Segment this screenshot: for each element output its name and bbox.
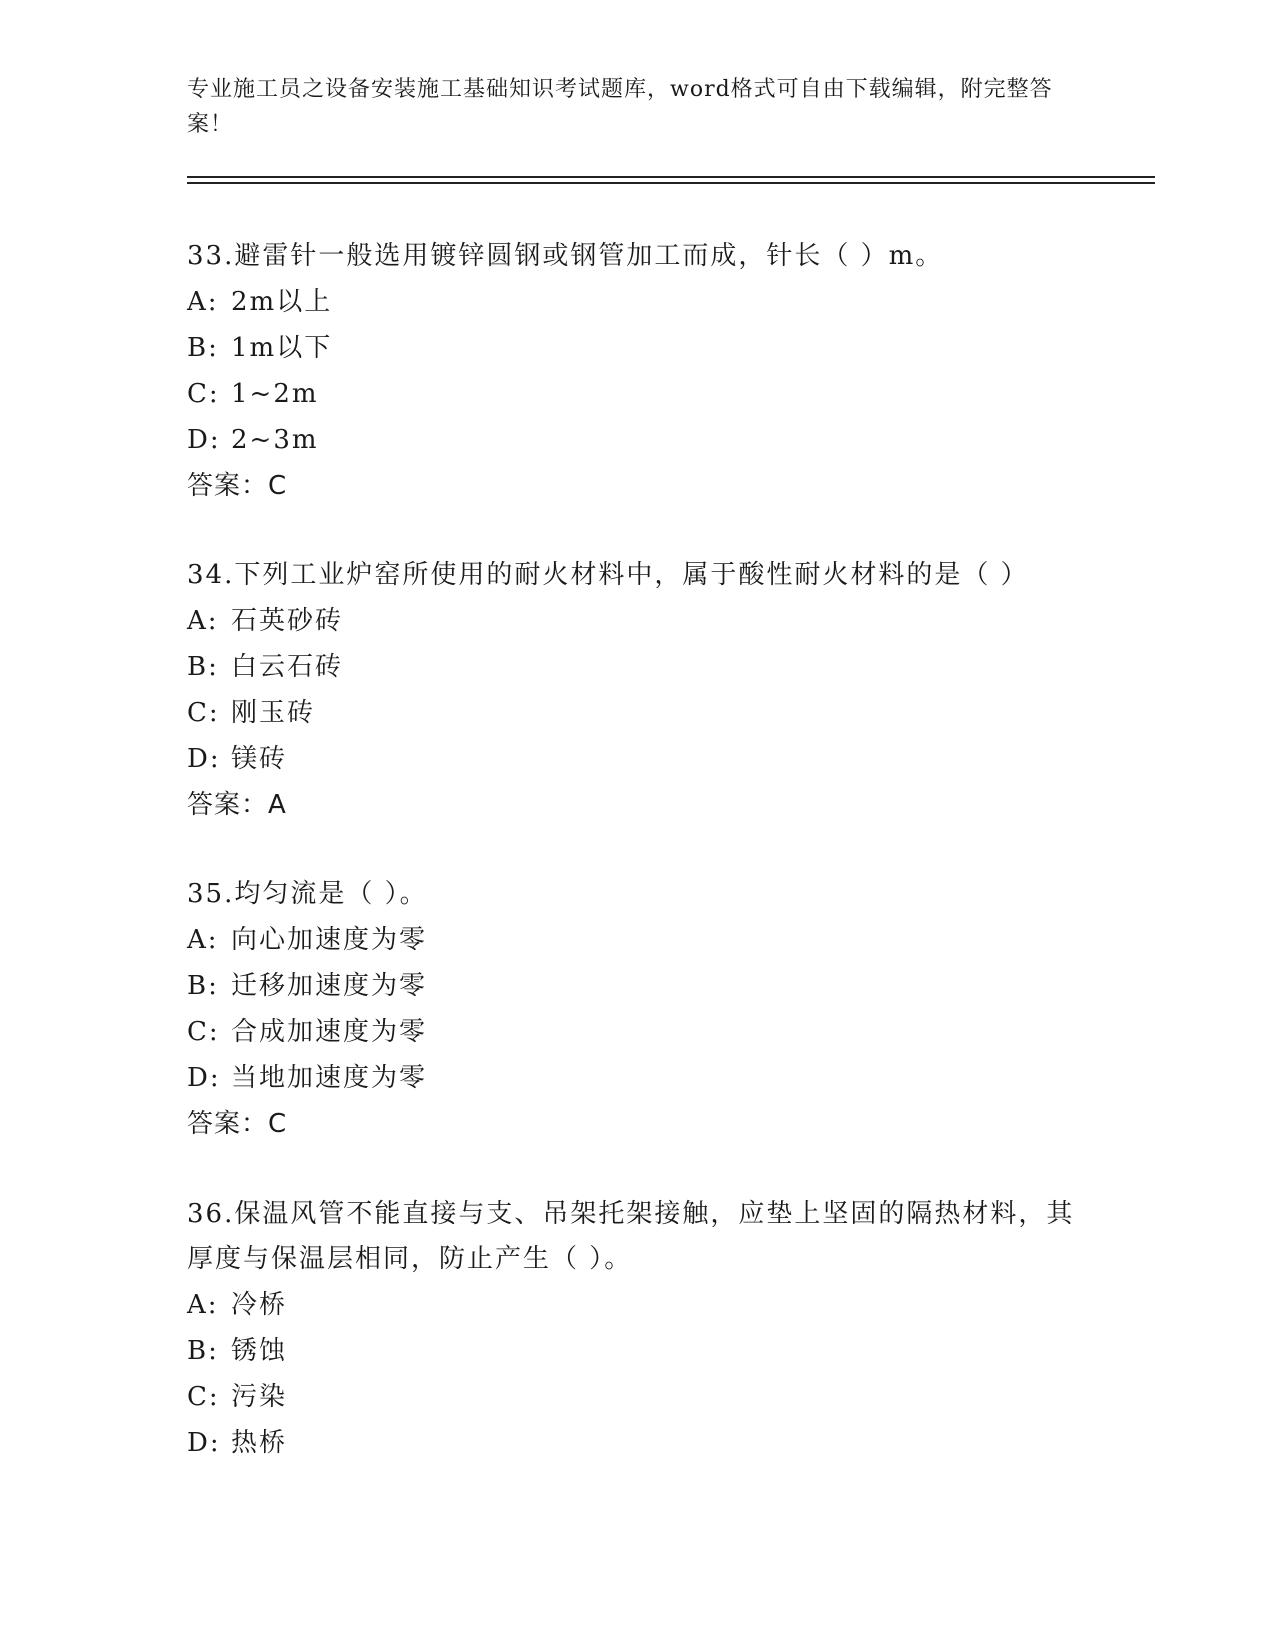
option-letter: B: [187, 971, 219, 1001]
option-letter: D: [187, 1428, 221, 1458]
option-d [187, 417, 1087, 463]
option-text: 迁移加速度为零 [231, 971, 428, 1001]
option-text: 2m以上 [231, 287, 333, 317]
option-text: 热桥 [231, 1428, 288, 1458]
answer-line: 答案：A [187, 790, 287, 820]
question-stem: 35.均匀流是（ ）。 [187, 879, 428, 909]
option-text: 镁砖 [231, 744, 288, 774]
option-text: 锈蚀 [231, 1336, 288, 1366]
question-stem: 34.下列工业炉窑所使用的耐火材料中，属于酸性耐火材料的是（ ） [187, 560, 1029, 590]
option-a [187, 598, 1087, 644]
option-b [187, 1328, 1087, 1374]
option-letter: D: [187, 744, 221, 774]
option-a [187, 917, 1087, 963]
header-divider-bottom [187, 182, 1155, 184]
option-letter: A: [187, 606, 219, 636]
option-a [187, 279, 1087, 325]
header-divider-top [187, 176, 1155, 178]
option-a [187, 1282, 1087, 1328]
option-text: 1~2m [231, 379, 319, 409]
option-letter: B: [187, 1336, 219, 1366]
question-34 [187, 553, 1087, 828]
option-letter: D: [187, 425, 221, 455]
option-c [187, 1009, 1087, 1055]
question-stem: 36.保温风管不能直接与支、吊架托架接触，应垫上坚固的隔热材料，其厚度与保温层相同，防止产生（ ）。 [187, 1199, 1075, 1274]
question-35 [187, 872, 1087, 1147]
option-text: 合成加速度为零 [231, 1017, 428, 1047]
option-c [187, 371, 1087, 417]
option-letter: B: [187, 652, 219, 682]
question-33 [187, 234, 1087, 509]
option-text: 当地加速度为零 [231, 1063, 428, 1093]
option-text: 白云石砖 [231, 652, 344, 682]
option-b [187, 325, 1087, 371]
option-text: 污染 [231, 1382, 288, 1412]
option-d [187, 736, 1087, 782]
option-text: 向心加速度为零 [231, 925, 428, 955]
option-letter: A: [187, 1290, 219, 1320]
option-text: 刚玉砖 [231, 698, 316, 728]
question-36 [187, 1192, 1087, 1466]
option-d [187, 1055, 1087, 1101]
option-letter: B: [187, 333, 219, 363]
option-b [187, 963, 1087, 1009]
option-text: 石英砂砖 [231, 606, 344, 636]
option-c [187, 1374, 1087, 1420]
option-letter: C: [187, 1382, 220, 1412]
option-letter: C: [187, 698, 220, 728]
option-letter: D: [187, 1063, 221, 1093]
option-letter: C: [187, 379, 220, 409]
option-text: 1m以下 [231, 333, 333, 363]
question-stem: 33.避雷针一般选用镀锌圆钢或钢管加工而成，针长（ ）m。 [187, 241, 944, 271]
option-c [187, 690, 1087, 736]
option-letter: A: [187, 925, 219, 955]
answer-line: 答案：C [187, 471, 288, 501]
option-text: 冷桥 [231, 1290, 288, 1320]
option-letter: C: [187, 1017, 220, 1047]
option-letter: A: [187, 287, 219, 317]
document-header: 专业施工员之设备安装施工基础知识考试题库，word格式可自由下载编辑，附完整答案！ [187, 77, 1053, 137]
option-d [187, 1420, 1087, 1466]
option-text: 2~3m [231, 425, 319, 455]
option-b [187, 644, 1087, 690]
answer-line: 答案：C [187, 1109, 288, 1139]
